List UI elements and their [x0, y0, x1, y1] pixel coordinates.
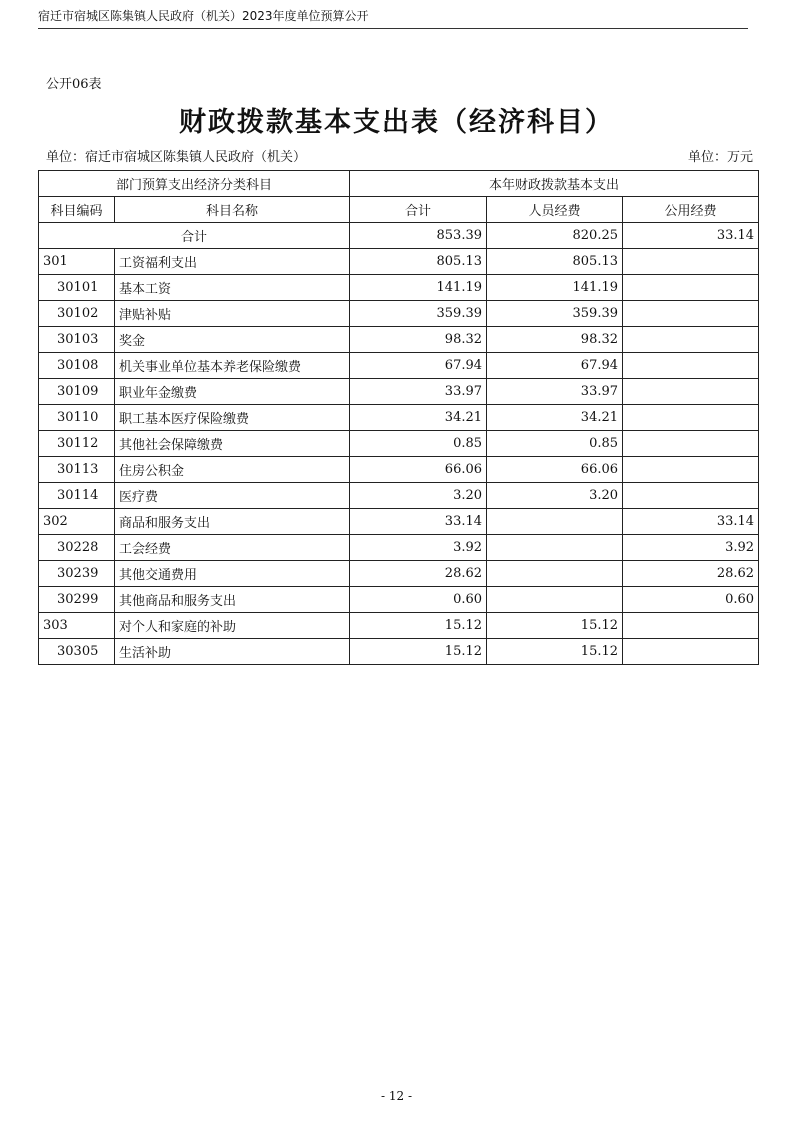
column-header-public: 公用经费 [623, 197, 759, 223]
table-row [39, 561, 759, 587]
table-number: 公开06表 [46, 77, 102, 92]
row-code: 30113 [39, 457, 115, 483]
row-name: 工会经费 [115, 535, 350, 561]
row-code: 303 [39, 613, 115, 639]
row-public [623, 327, 759, 353]
row-code: 302 [39, 509, 115, 535]
total-row-label: 合计 [39, 223, 350, 249]
row-code: 30102 [39, 301, 115, 327]
row-name: 职业年金缴费 [115, 379, 350, 405]
table-row [39, 249, 759, 275]
row-personnel: 98.32 [487, 327, 623, 353]
row-total: 141.19 [350, 275, 487, 301]
table-row [39, 483, 759, 509]
row-public [623, 301, 759, 327]
row-total: 33.97 [350, 379, 487, 405]
row-personnel [487, 561, 623, 587]
row-name: 其他商品和服务支出 [115, 587, 350, 613]
table-row [39, 639, 759, 665]
row-personnel [487, 535, 623, 561]
row-personnel: 33.97 [487, 379, 623, 405]
row-total: 359.39 [350, 301, 487, 327]
table-row [39, 457, 759, 483]
row-personnel: 67.94 [487, 353, 623, 379]
page-title: 财政拨款基本支出表（经济科目） [179, 107, 614, 138]
row-code: 30305 [39, 639, 115, 665]
column-header-total: 合计 [350, 197, 487, 223]
row-total: 0.85 [350, 431, 487, 457]
row-public: 33.14 [623, 509, 759, 535]
row-name: 职工基本医疗保险缴费 [115, 405, 350, 431]
table-row [39, 301, 759, 327]
table-row [39, 353, 759, 379]
row-name: 商品和服务支出 [115, 509, 350, 535]
column-header-row [39, 197, 759, 223]
row-name: 工资福利支出 [115, 249, 350, 275]
table-row [39, 431, 759, 457]
row-code: 301 [39, 249, 115, 275]
row-total: 3.92 [350, 535, 487, 561]
row-personnel: 805.13 [487, 249, 623, 275]
row-total: 3.20 [350, 483, 487, 509]
table-row [39, 613, 759, 639]
row-public [623, 379, 759, 405]
row-public: 0.60 [623, 587, 759, 613]
table-row [39, 509, 759, 535]
group-header-basic-expenditure: 本年财政拨款基本支出 [350, 171, 759, 197]
row-public [623, 483, 759, 509]
row-name: 住房公积金 [115, 457, 350, 483]
table-row [39, 327, 759, 353]
row-personnel: 3.20 [487, 483, 623, 509]
row-personnel: 0.85 [487, 431, 623, 457]
row-personnel: 359.39 [487, 301, 623, 327]
row-total: 15.12 [350, 639, 487, 665]
table-row [39, 405, 759, 431]
row-name: 其他交通费用 [115, 561, 350, 587]
column-header-name: 科目名称 [115, 197, 350, 223]
group-header-classification: 部门预算支出经济分类科目 [39, 171, 350, 197]
row-code: 30103 [39, 327, 115, 353]
group-header-row [39, 171, 759, 197]
row-public [623, 353, 759, 379]
row-total: 67.94 [350, 353, 487, 379]
row-total: 15.12 [350, 613, 487, 639]
row-code: 30228 [39, 535, 115, 561]
row-personnel [487, 509, 623, 535]
row-public [623, 405, 759, 431]
table-row [39, 379, 759, 405]
total-row-total: 853.39 [350, 223, 487, 249]
row-code: 30239 [39, 561, 115, 587]
row-public: 3.92 [623, 535, 759, 561]
row-public [623, 457, 759, 483]
row-code: 30101 [39, 275, 115, 301]
column-header-code: 科目编码 [39, 197, 115, 223]
row-code: 30114 [39, 483, 115, 509]
row-personnel: 141.19 [487, 275, 623, 301]
row-code: 30112 [39, 431, 115, 457]
header-divider [38, 28, 748, 29]
row-public [623, 613, 759, 639]
organization-unit: 单位：宿迁市宿城区陈集镇人民政府（机关） [46, 150, 307, 165]
row-total: 66.06 [350, 457, 487, 483]
row-public: 28.62 [623, 561, 759, 587]
page-number: - 12 - [380, 1089, 412, 1103]
row-total: 805.13 [350, 249, 487, 275]
table-row [39, 535, 759, 561]
row-personnel: 15.12 [487, 639, 623, 665]
column-header-personnel: 人员经费 [487, 197, 623, 223]
row-name: 基本工资 [115, 275, 350, 301]
row-name: 其他社会保障缴费 [115, 431, 350, 457]
row-public [623, 249, 759, 275]
row-name: 对个人和家庭的补助 [115, 613, 350, 639]
row-public [623, 639, 759, 665]
total-row-public: 33.14 [623, 223, 759, 249]
row-code: 30108 [39, 353, 115, 379]
row-total: 0.60 [350, 587, 487, 613]
row-total: 34.21 [350, 405, 487, 431]
row-public [623, 431, 759, 457]
table-row [39, 587, 759, 613]
row-public [623, 275, 759, 301]
row-code: 30109 [39, 379, 115, 405]
row-personnel [487, 587, 623, 613]
row-name: 机关事业单位基本养老保险缴费 [115, 353, 350, 379]
total-row-personnel: 820.25 [487, 223, 623, 249]
row-code: 30110 [39, 405, 115, 431]
row-name: 生活补助 [115, 639, 350, 665]
currency-unit: 单位：万元 [687, 150, 753, 165]
row-name: 津贴补贴 [115, 301, 350, 327]
row-total: 33.14 [350, 509, 487, 535]
row-personnel: 34.21 [487, 405, 623, 431]
row-total: 98.32 [350, 327, 487, 353]
total-row [39, 223, 759, 249]
table-row [39, 275, 759, 301]
document-header: 宿迁市宿城区陈集镇人民政府（机关）2023年度单位预算公开 [38, 9, 369, 23]
row-personnel: 15.12 [487, 613, 623, 639]
row-code: 30299 [39, 587, 115, 613]
row-personnel: 66.06 [487, 457, 623, 483]
row-total: 28.62 [350, 561, 487, 587]
row-name: 医疗费 [115, 483, 350, 509]
row-name: 奖金 [115, 327, 350, 353]
expenditure-table [38, 170, 759, 665]
